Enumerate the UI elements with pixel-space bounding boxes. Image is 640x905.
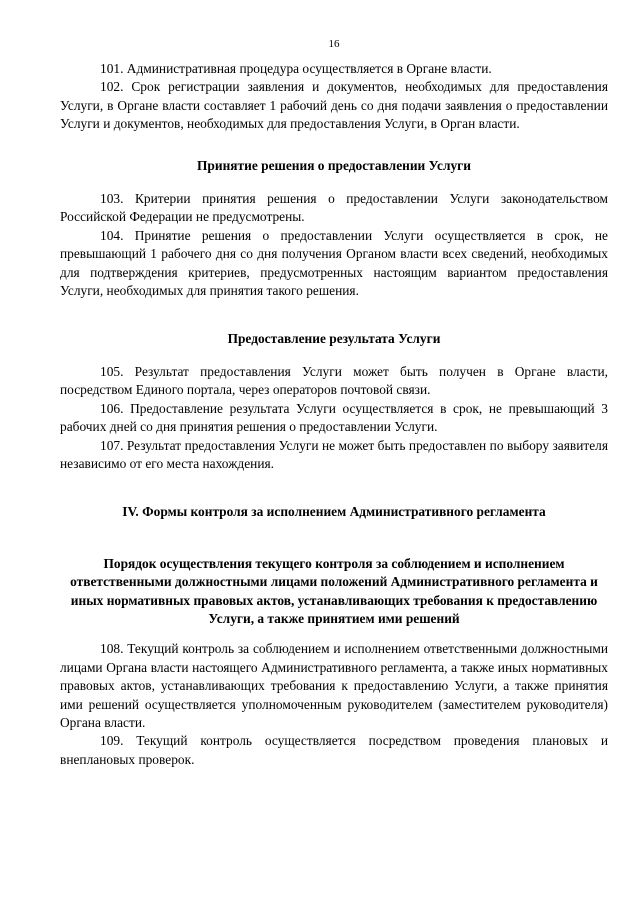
paragraph-108: 108. Текущий контроль за соблюдением и исполнением ответственными должностными лицами Органа власти настоящего Административного регламента, а также иных нормативных правовых актов, устанавливающих требования к предоставлению Услуги, а также принятия ими решений осуществляется уполномоченным руководителем (заместителем руководителя) Органа власти. bbox=[60, 641, 608, 730]
document-page bbox=[60, 0, 608, 905]
heading-control-procedure: Порядок осуществления текущего контроля за соблюдением и исполнением ответственными должностными лицами положений Административного регламента и иных нормативных правовых актов, устанавливающих требования к предоставлению Услуги, а также принятием ими решений bbox=[70, 555, 598, 626]
paragraph-104: 104. Принятие решения о предоставлении Услуги осуществляется в срок, не превышающий 1 рабочего дня со дня получения Органом власти всех сведений, необходимых для подтверждения критериев, предусмотренных настоящим вариантом предоставления Услуги, необходимых для принятия такого решения. bbox=[60, 227, 608, 299]
heading-result: Предоставление результата Услуги bbox=[227, 331, 441, 347]
paragraph-106: 106. Предоставление результата Услуги осуществляется в срок, не превышающий 3 рабочих дней со дня принятия решения о предоставлении Услуги. bbox=[60, 400, 608, 435]
paragraph-103: 103. Критерии принятия решения о предоставлении Услуги законодательством Российской Федерации не предусмотрены. bbox=[60, 191, 608, 225]
document-body bbox=[60, 60, 608, 769]
page-number: 16 bbox=[328, 38, 340, 50]
heading-section-iv: IV. Формы контроля за исполнением Административного регламента bbox=[122, 504, 546, 520]
paragraph-109: 109. Текущий контроль осуществляется посредством проведения плановых и внеплановых проверок. bbox=[60, 733, 608, 767]
paragraph-102: 102. Срок регистрации заявления и документов, необходимых для предоставления Услуги, в Органе власти составляет 1 рабочий день со дня подачи заявления о предоставлении Услуги и документов, необходимых для предоставления Услуги, в Орган власти. bbox=[60, 79, 608, 132]
paragraph-105: 105. Результат предоставления Услуги может быть получен в Органе власти, посредством Единого портала, через операторов почтовой связи. bbox=[60, 363, 608, 398]
paragraph-107: 107. Результат предоставления Услуги не может быть предоставлен по выбору заявителя независимо от его места нахождения. bbox=[60, 437, 608, 471]
paragraph-101: 101. Административная процедура осуществляется в Органе власти. bbox=[100, 61, 492, 76]
heading-decision: Принятие решения о предоставлении Услуги bbox=[197, 157, 471, 173]
